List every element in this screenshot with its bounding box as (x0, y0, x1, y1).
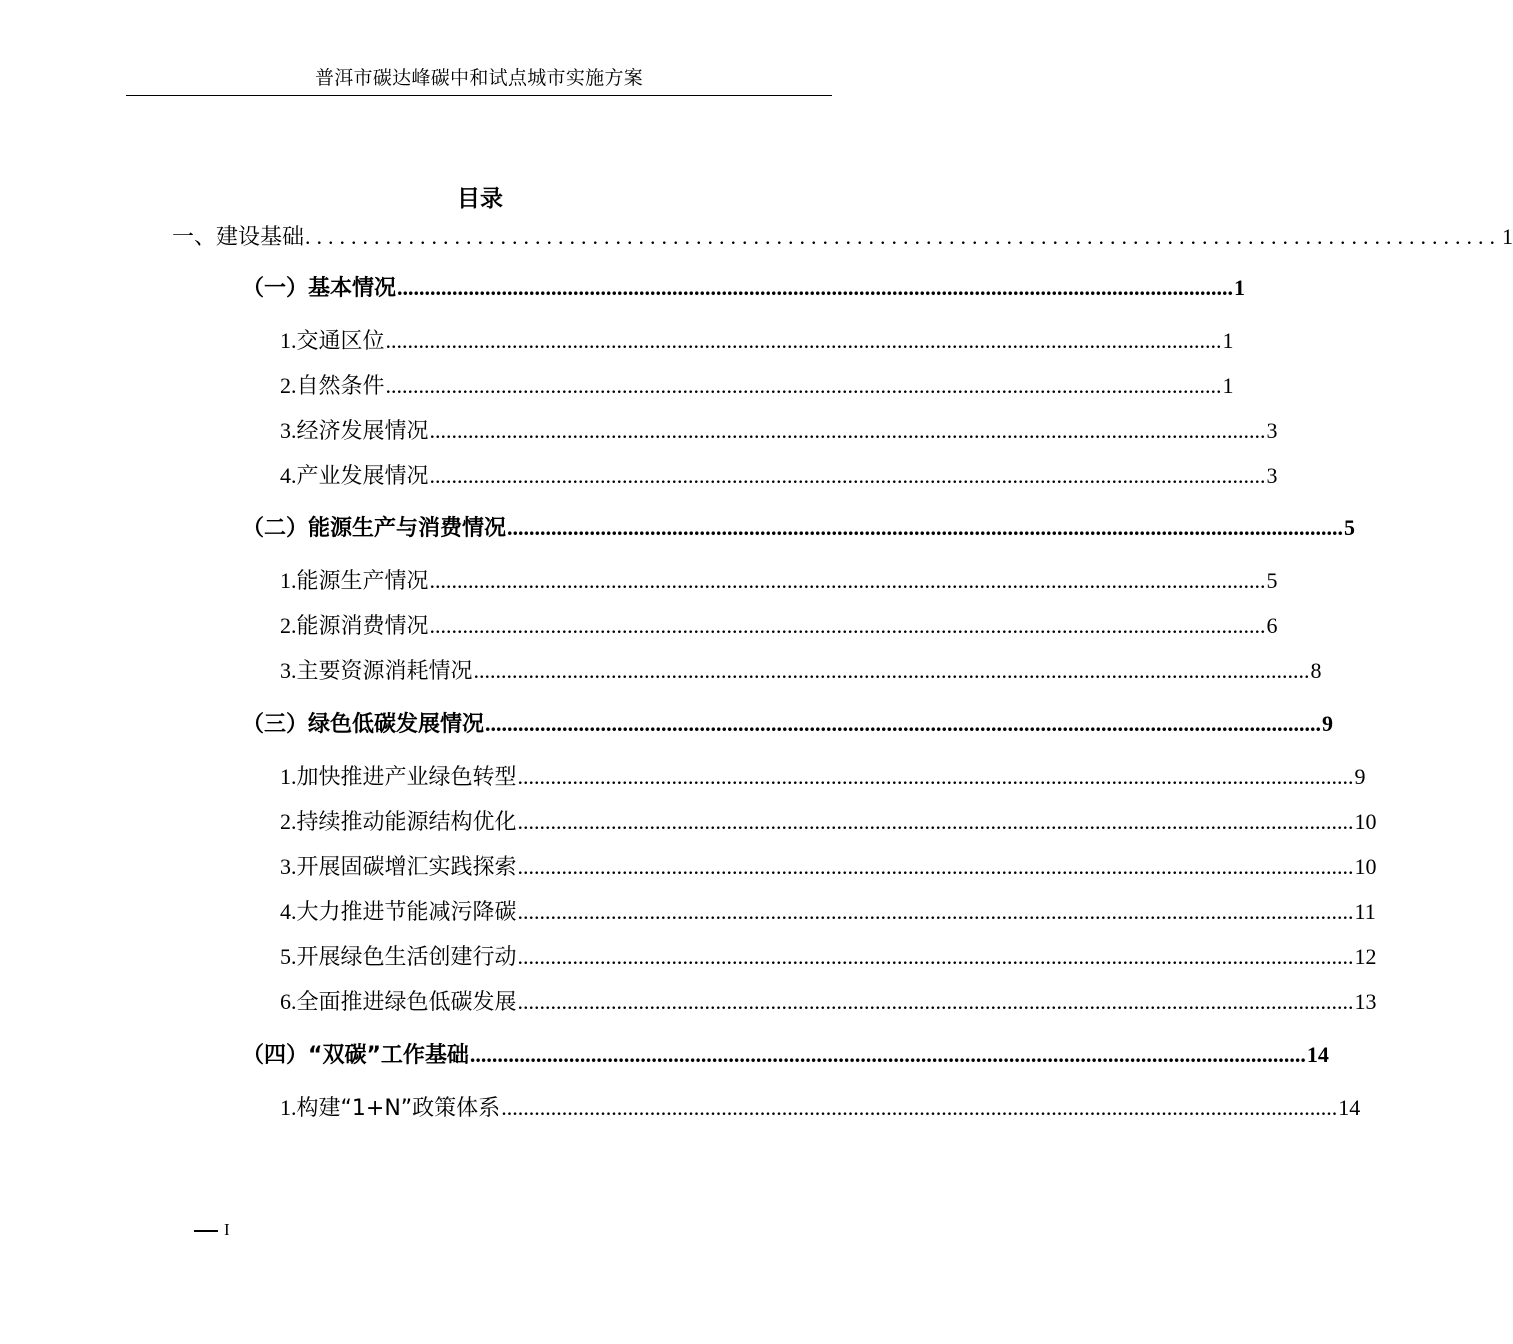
toc-dot-leader: ........................................................................................................................................................ (469, 1042, 1306, 1067)
toc-entry-level3[interactable] (280, 611, 1278, 642)
toc-dot-leader: ........................................................................................................ (305, 224, 1502, 249)
toc-dot-leader: ........................................................................................................................................................ (385, 373, 1222, 398)
toc-dot-leader: ........................................................................................................................................................ (517, 989, 1354, 1014)
toc-entry-label: （四）“双碳”工作基础 (242, 1043, 469, 1068)
toc-entry-level3[interactable] (280, 566, 1278, 597)
toc-entry-level2[interactable] (242, 513, 1356, 544)
toc-dot-leader: ........................................................................................................................................................ (507, 515, 1344, 540)
footer-page-number: I (224, 1220, 230, 1239)
toc-dot-leader: ........................................................................................................................................................ (429, 463, 1266, 488)
toc-entry-level3[interactable] (280, 807, 1377, 838)
toc-entry-level3[interactable] (280, 762, 1366, 793)
toc-dot-leader: ........................................................................................................................................................ (517, 899, 1354, 924)
toc-entry-label: （一）基本情况 (242, 276, 397, 301)
toc-entry-page: 12 (1354, 944, 1377, 969)
toc-entry-label: 2.能源消费情况 (280, 613, 429, 639)
toc-entry-label: （三）绿色低碳发展情况 (242, 712, 485, 737)
toc-entry-page: 8 (1310, 658, 1322, 683)
toc-dot-leader: ........................................................................................................................................................ (485, 711, 1322, 736)
toc-entry-page: 10 (1354, 854, 1377, 879)
toc-entry-level3[interactable] (280, 942, 1377, 973)
toc-entry-label: 1.加快推进产业绿色转型 (280, 764, 517, 790)
toc-entry-level3[interactable] (280, 1093, 1361, 1124)
toc-entry-page: 3 (1266, 463, 1278, 488)
toc-entry-level2[interactable] (242, 273, 1246, 304)
toc-entry-page: 9 (1354, 764, 1366, 789)
toc-entry-page: 6 (1266, 613, 1278, 638)
toc-entry-label: 1.构建“1+N”政策体系 (280, 1095, 501, 1121)
toc-entry-level3[interactable] (280, 852, 1377, 883)
toc-entry-level3[interactable] (280, 656, 1322, 687)
toc-entry-label: 4.产业发展情况 (280, 463, 429, 489)
toc-entry-level1[interactable] (172, 222, 1513, 253)
toc-entry-label: 3.主要资源消耗情况 (280, 658, 473, 684)
toc-title: 目录 (457, 186, 503, 212)
toc-entry-page: 1 (1502, 224, 1513, 249)
toc-dot-leader: ........................................................................................................................................................ (517, 854, 1354, 879)
footer-dash (194, 1230, 218, 1232)
toc-entry-label: 3.经济发展情况 (280, 418, 429, 444)
toc-entry-label: （二）能源生产与消费情况 (242, 516, 507, 541)
toc-entry-page: 9 (1322, 711, 1334, 736)
toc-entry-page: 1 (1222, 373, 1234, 398)
toc-dot-leader: ........................................................................................................................................................ (429, 613, 1266, 638)
toc-entry-label: 2.持续推动能源结构优化 (280, 809, 517, 835)
toc-entry-page: 5 (1344, 515, 1356, 540)
toc-dot-leader: ........................................................................................................................................................ (517, 764, 1354, 789)
running-header: 普洱市碳达峰碳中和试点城市实施方案 (314, 67, 644, 89)
toc-entry-label: 一、建设基础 (172, 225, 305, 250)
toc-entry-level3[interactable] (280, 461, 1278, 492)
toc-entry-page: 3 (1266, 418, 1278, 443)
toc-entry-page: 1 (1234, 275, 1246, 300)
toc-entry-label: 1.交通区位 (280, 328, 385, 354)
toc-dot-leader: ........................................................................................................................................................ (517, 809, 1354, 834)
toc-entry-label: 1.能源生产情况 (280, 568, 429, 594)
toc-entry-label: 4.大力推进节能减污降碳 (280, 899, 517, 925)
toc-entry-page: 13 (1354, 989, 1377, 1014)
toc-dot-leader: ........................................................................................................................................................ (429, 568, 1266, 593)
toc-entry-page: 14 (1338, 1095, 1361, 1120)
toc-dot-leader: ........................................................................................................................................................ (517, 944, 1354, 969)
toc-dot-leader: ........................................................................................................................................................ (501, 1095, 1338, 1120)
toc-entry-level3[interactable] (280, 326, 1234, 357)
toc-entry-label: 5.开展绿色生活创建行动 (280, 944, 517, 970)
toc-entry-level3[interactable] (280, 987, 1377, 1018)
toc-entry-label: 3.开展固碳增汇实践探索 (280, 854, 517, 880)
toc-entry-level3[interactable] (280, 897, 1376, 928)
toc-entry-level2[interactable] (242, 709, 1334, 740)
toc-entry-page: 10 (1354, 809, 1377, 834)
toc-entry-level2[interactable] (242, 1040, 1329, 1071)
header-rule (126, 95, 832, 96)
toc-entry-level3[interactable] (280, 371, 1234, 402)
toc-entry-page: 11 (1354, 899, 1376, 924)
toc-entry-label: 6.全面推进绿色低碳发展 (280, 989, 517, 1015)
toc-dot-leader: ........................................................................................................................................................ (385, 328, 1222, 353)
toc-dot-leader: ........................................................................................................................................................ (473, 658, 1310, 683)
toc-entry-label: 2.自然条件 (280, 373, 385, 399)
toc-entry-page: 1 (1222, 328, 1234, 353)
toc-entry-level3[interactable] (280, 416, 1278, 447)
toc-dot-leader: ........................................................................................................................................................ (397, 275, 1234, 300)
toc-dot-leader: ........................................................................................................................................................ (429, 418, 1266, 443)
toc-entry-page: 14 (1306, 1042, 1329, 1067)
toc-entry-page: 5 (1266, 568, 1278, 593)
